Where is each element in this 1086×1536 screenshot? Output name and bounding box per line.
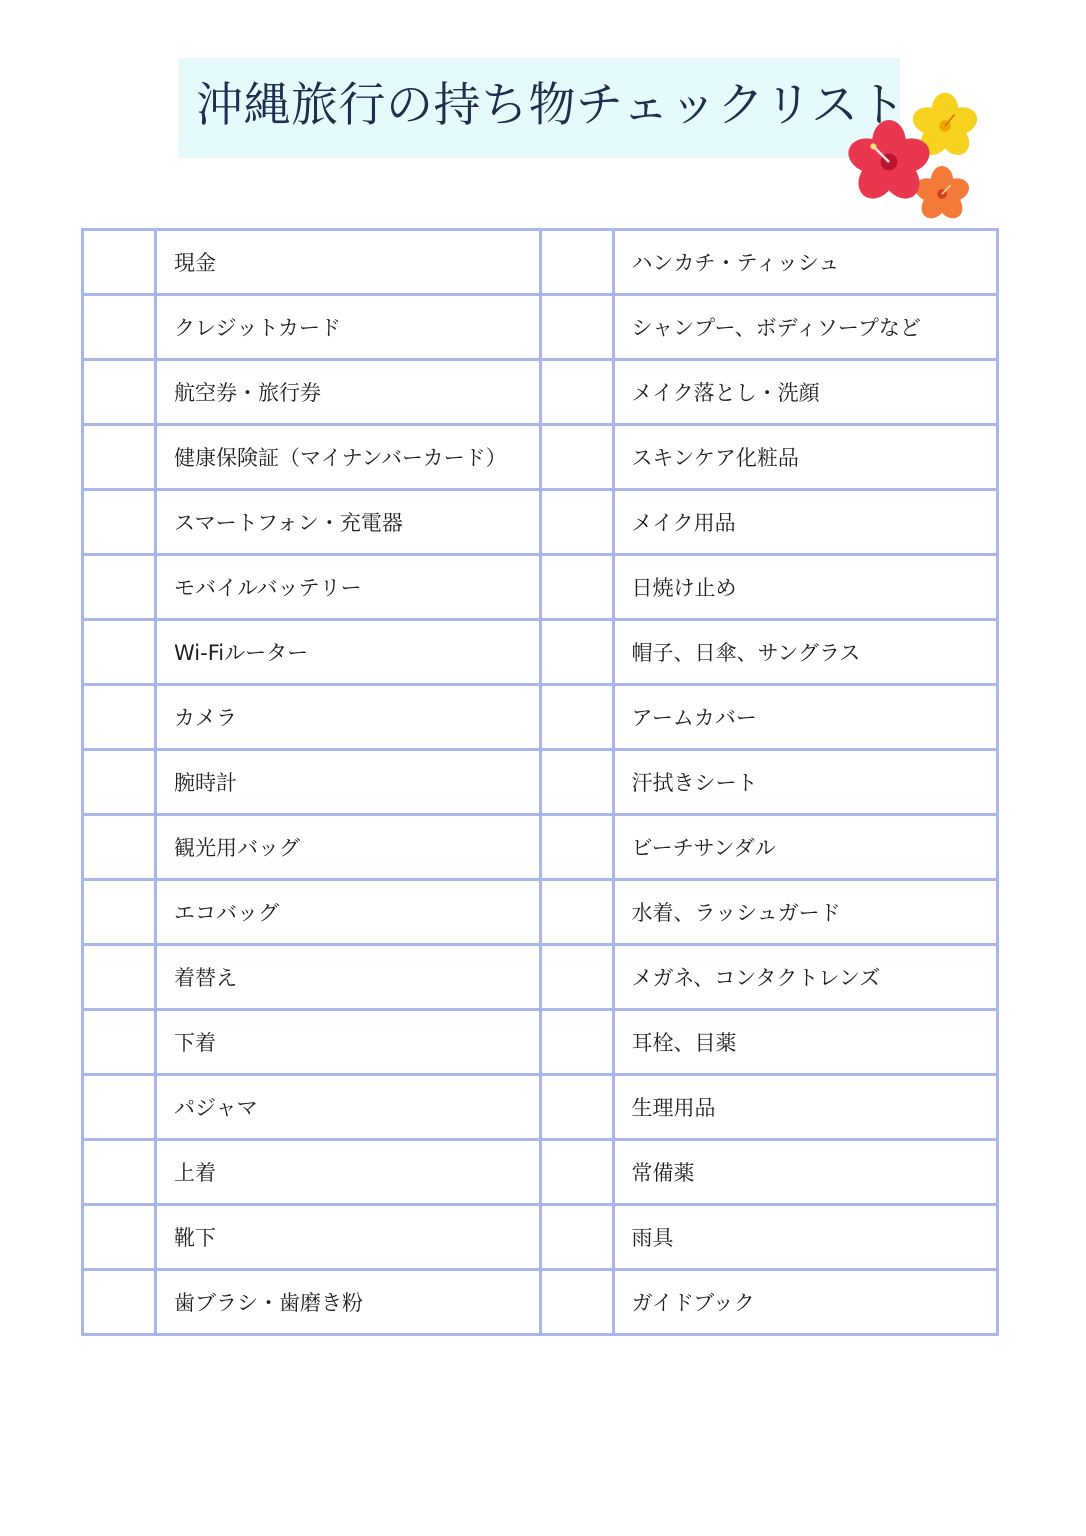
checkbox-cell[interactable] (540, 1075, 613, 1140)
checkbox-cell[interactable] (540, 815, 613, 880)
hibiscus-orange-icon (912, 166, 972, 223)
checkbox-cell[interactable] (540, 750, 613, 815)
checkbox-cell[interactable] (540, 620, 613, 685)
checkbox-cell[interactable] (83, 945, 156, 1010)
checkbox-cell[interactable] (540, 1205, 613, 1270)
list-item: 着替え (156, 945, 541, 1010)
list-item: クレジットカード (156, 295, 541, 360)
checkbox-cell[interactable] (83, 1270, 156, 1335)
list-item: メイク落とし・洗顔 (613, 360, 998, 425)
checkbox-cell[interactable] (540, 295, 613, 360)
checkbox-cell[interactable] (540, 360, 613, 425)
list-item: メイク用品 (613, 490, 998, 555)
table-row (83, 685, 998, 750)
checkbox-cell[interactable] (83, 295, 156, 360)
list-item: 靴下 (156, 1205, 541, 1270)
list-item: ビーチサンダル (613, 815, 998, 880)
list-item: シャンプー、ボディソープなど (613, 295, 998, 360)
page-title: 沖縄旅行の持ち物チェックリスト (196, 78, 907, 133)
list-item: メガネ、コンタクトレンズ (613, 945, 998, 1010)
checkbox-cell[interactable] (83, 1205, 156, 1270)
checkbox-cell[interactable] (83, 360, 156, 425)
table-row (83, 490, 998, 555)
checkbox-cell[interactable] (83, 620, 156, 685)
checkbox-cell[interactable] (83, 685, 156, 750)
table-row (83, 750, 998, 815)
checkbox-cell[interactable] (540, 1270, 613, 1335)
checkbox-cell[interactable] (83, 1075, 156, 1140)
list-item: 帽子、日傘、サングラス (613, 620, 998, 685)
checkbox-cell[interactable] (540, 490, 613, 555)
checkbox-cell[interactable] (540, 230, 613, 295)
checkbox-cell[interactable] (83, 1010, 156, 1075)
list-item: 観光用バッグ (156, 815, 541, 880)
checkbox-cell[interactable] (540, 945, 613, 1010)
checkbox-cell[interactable] (83, 880, 156, 945)
list-item: 健康保険証（マイナンバーカード） (156, 425, 541, 490)
table-row (83, 1205, 998, 1270)
list-item: 腕時計 (156, 750, 541, 815)
checkbox-cell[interactable] (540, 880, 613, 945)
table-row (83, 1010, 998, 1075)
list-item: 雨具 (613, 1205, 998, 1270)
table-row (83, 230, 998, 295)
table-row (83, 880, 998, 945)
table-row (83, 620, 998, 685)
list-item: ハンカチ・ティッシュ (613, 230, 998, 295)
table-row (83, 815, 998, 880)
checkbox-cell[interactable] (540, 1010, 613, 1075)
table-row (83, 1075, 998, 1140)
table-row (83, 360, 998, 425)
checkbox-cell[interactable] (83, 815, 156, 880)
list-item: 生理用品 (613, 1075, 998, 1140)
checklist-table (81, 228, 999, 1336)
checkbox-cell[interactable] (540, 1140, 613, 1205)
list-item: 日焼け止め (613, 555, 998, 620)
table-row (83, 1140, 998, 1205)
checkbox-cell[interactable] (83, 490, 156, 555)
list-item: 現金 (156, 230, 541, 295)
list-item: 航空券・旅行券 (156, 360, 541, 425)
list-item: ガイドブック (613, 1270, 998, 1335)
list-item: 水着、ラッシュガード (613, 880, 998, 945)
hibiscus-decoration (845, 90, 985, 230)
list-item: Wi-Fiルーター (156, 620, 541, 685)
table-row (83, 1270, 998, 1335)
list-item: エコバッグ (156, 880, 541, 945)
list-item: 歯ブラシ・歯磨き粉 (156, 1270, 541, 1335)
list-item: 耳栓、目薬 (613, 1010, 998, 1075)
list-item: スキンケア化粧品 (613, 425, 998, 490)
checkbox-cell[interactable] (540, 555, 613, 620)
checkbox-cell[interactable] (83, 1140, 156, 1205)
list-item: 汗拭きシート (613, 750, 998, 815)
list-item: スマートフォン・充電器 (156, 490, 541, 555)
checkbox-cell[interactable] (83, 230, 156, 295)
table-row (83, 295, 998, 360)
list-item: 下着 (156, 1010, 541, 1075)
checkbox-cell[interactable] (540, 425, 613, 490)
checkbox-cell[interactable] (540, 685, 613, 750)
list-item: 上着 (156, 1140, 541, 1205)
table-row (83, 945, 998, 1010)
list-item: アームカバー (613, 685, 998, 750)
list-item: 常備薬 (613, 1140, 998, 1205)
table-row (83, 555, 998, 620)
list-item: モバイルバッテリー (156, 555, 541, 620)
checkbox-cell[interactable] (83, 750, 156, 815)
checkbox-cell[interactable] (83, 425, 156, 490)
checkbox-cell[interactable] (83, 555, 156, 620)
list-item: パジャマ (156, 1075, 541, 1140)
list-item: カメラ (156, 685, 541, 750)
table-row (83, 425, 998, 490)
